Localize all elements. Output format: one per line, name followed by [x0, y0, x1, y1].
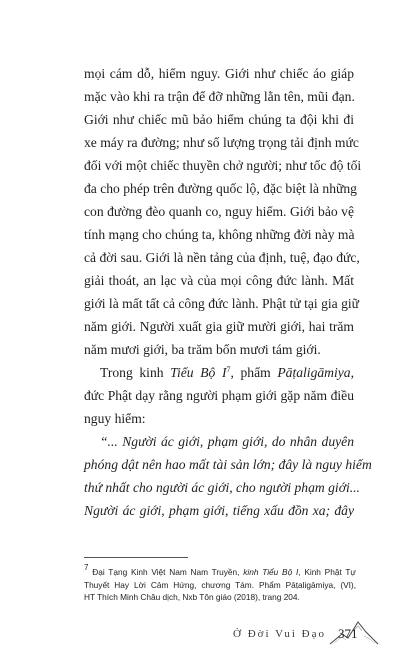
page-footer [0, 620, 420, 650]
text-line: giải thoát, an lạc và của mọi công đức lành. Mất [84, 273, 354, 288]
footnote-divider [84, 557, 188, 558]
running-book-title: Ở Đời Vui Đạo [233, 628, 326, 640]
text-line: đức Phật dạy rằng người phạm giới gặp năm điều [84, 388, 354, 403]
text-line: năm mươi giới, ba trăm bốn mươi tám giới. [84, 342, 321, 357]
intro-text: Trong kinh [100, 365, 171, 380]
text-line: đối với một chiếc thuyền chở người; như tốc độ tối [84, 158, 362, 173]
text-line: năm giới. Người xuất gia giữ mười giới, hai trăm [84, 319, 354, 334]
quote-line: Người ác giới, phạm giới, tiếng xấu đồn xa; đây [84, 503, 354, 518]
footnote-text: , Kinh Phật Tự [298, 567, 356, 577]
quote-line: thứ nhất cho người ác giới, cho người phạm giới... [84, 480, 360, 495]
footnote-book-title: kinh Tiểu Bộ I [243, 567, 299, 577]
footnote-ref: 7 [226, 365, 231, 374]
text-line: nguy hiểm: [84, 411, 146, 426]
paragraph-intro-line [84, 361, 354, 384]
footnote-line: Thuyết Hay Lời Cảm Hứng, chương Tám. Phẩm Pāṭaligāmiya, (VI), [84, 579, 356, 590]
sutra-title: Tiểu Bộ I [170, 365, 227, 380]
footnote-number: 7 [84, 563, 89, 572]
quote-line: “... Người ác giới, phạm giới, do nhân duyên [100, 434, 354, 449]
intro-text-end: , [350, 365, 354, 380]
text-line: giới là mất tất cả công đức lành. Phật tử tại gia giữ [84, 296, 360, 311]
footnote [84, 563, 356, 604]
text-line: mặc vào khi ra trận để đỡ những lằn tên, mũi đạn. [84, 89, 355, 104]
body-text [84, 62, 372, 522]
text-line: xe máy ra đường; như số lượng trọng tải định mức [84, 135, 359, 150]
page-number: 371 [338, 626, 358, 641]
footnote-text: Đại Tạng Kinh Việt Nam Nam Truyền, [88, 567, 244, 577]
intro-text-2: , phẩm [230, 365, 278, 380]
footnote-line: HT Thích Minh Châu dịch, Nxb Tôn giáo (2018), trang 204. [84, 592, 300, 602]
text-line: con đường đèo quanh co, nguy hiểm. Giới bảo vệ [84, 204, 354, 219]
text-line: đa cho phép trên đường quốc lộ, đặc biệt là những [84, 181, 357, 196]
quote-line: phóng dật nên hao mất tài sản lớn; đây là nguy hiểm [84, 457, 372, 472]
chapter-name: Pāṭaligāmiya [277, 365, 351, 380]
text-line: Giới như chiếc mũ bảo hiểm chúng ta đội khi đi [84, 112, 354, 127]
text-line: tính mạng cho chúng ta, không những đời này mà [84, 227, 355, 242]
text-line: cả đời sau. Giới là nền tảng của định, tuệ, đạo đức, [84, 250, 360, 265]
text-line: mọi cám dỗ, hiểm nguy. Giới như chiếc áo giáp [84, 66, 354, 81]
footnote-line [84, 563, 356, 579]
